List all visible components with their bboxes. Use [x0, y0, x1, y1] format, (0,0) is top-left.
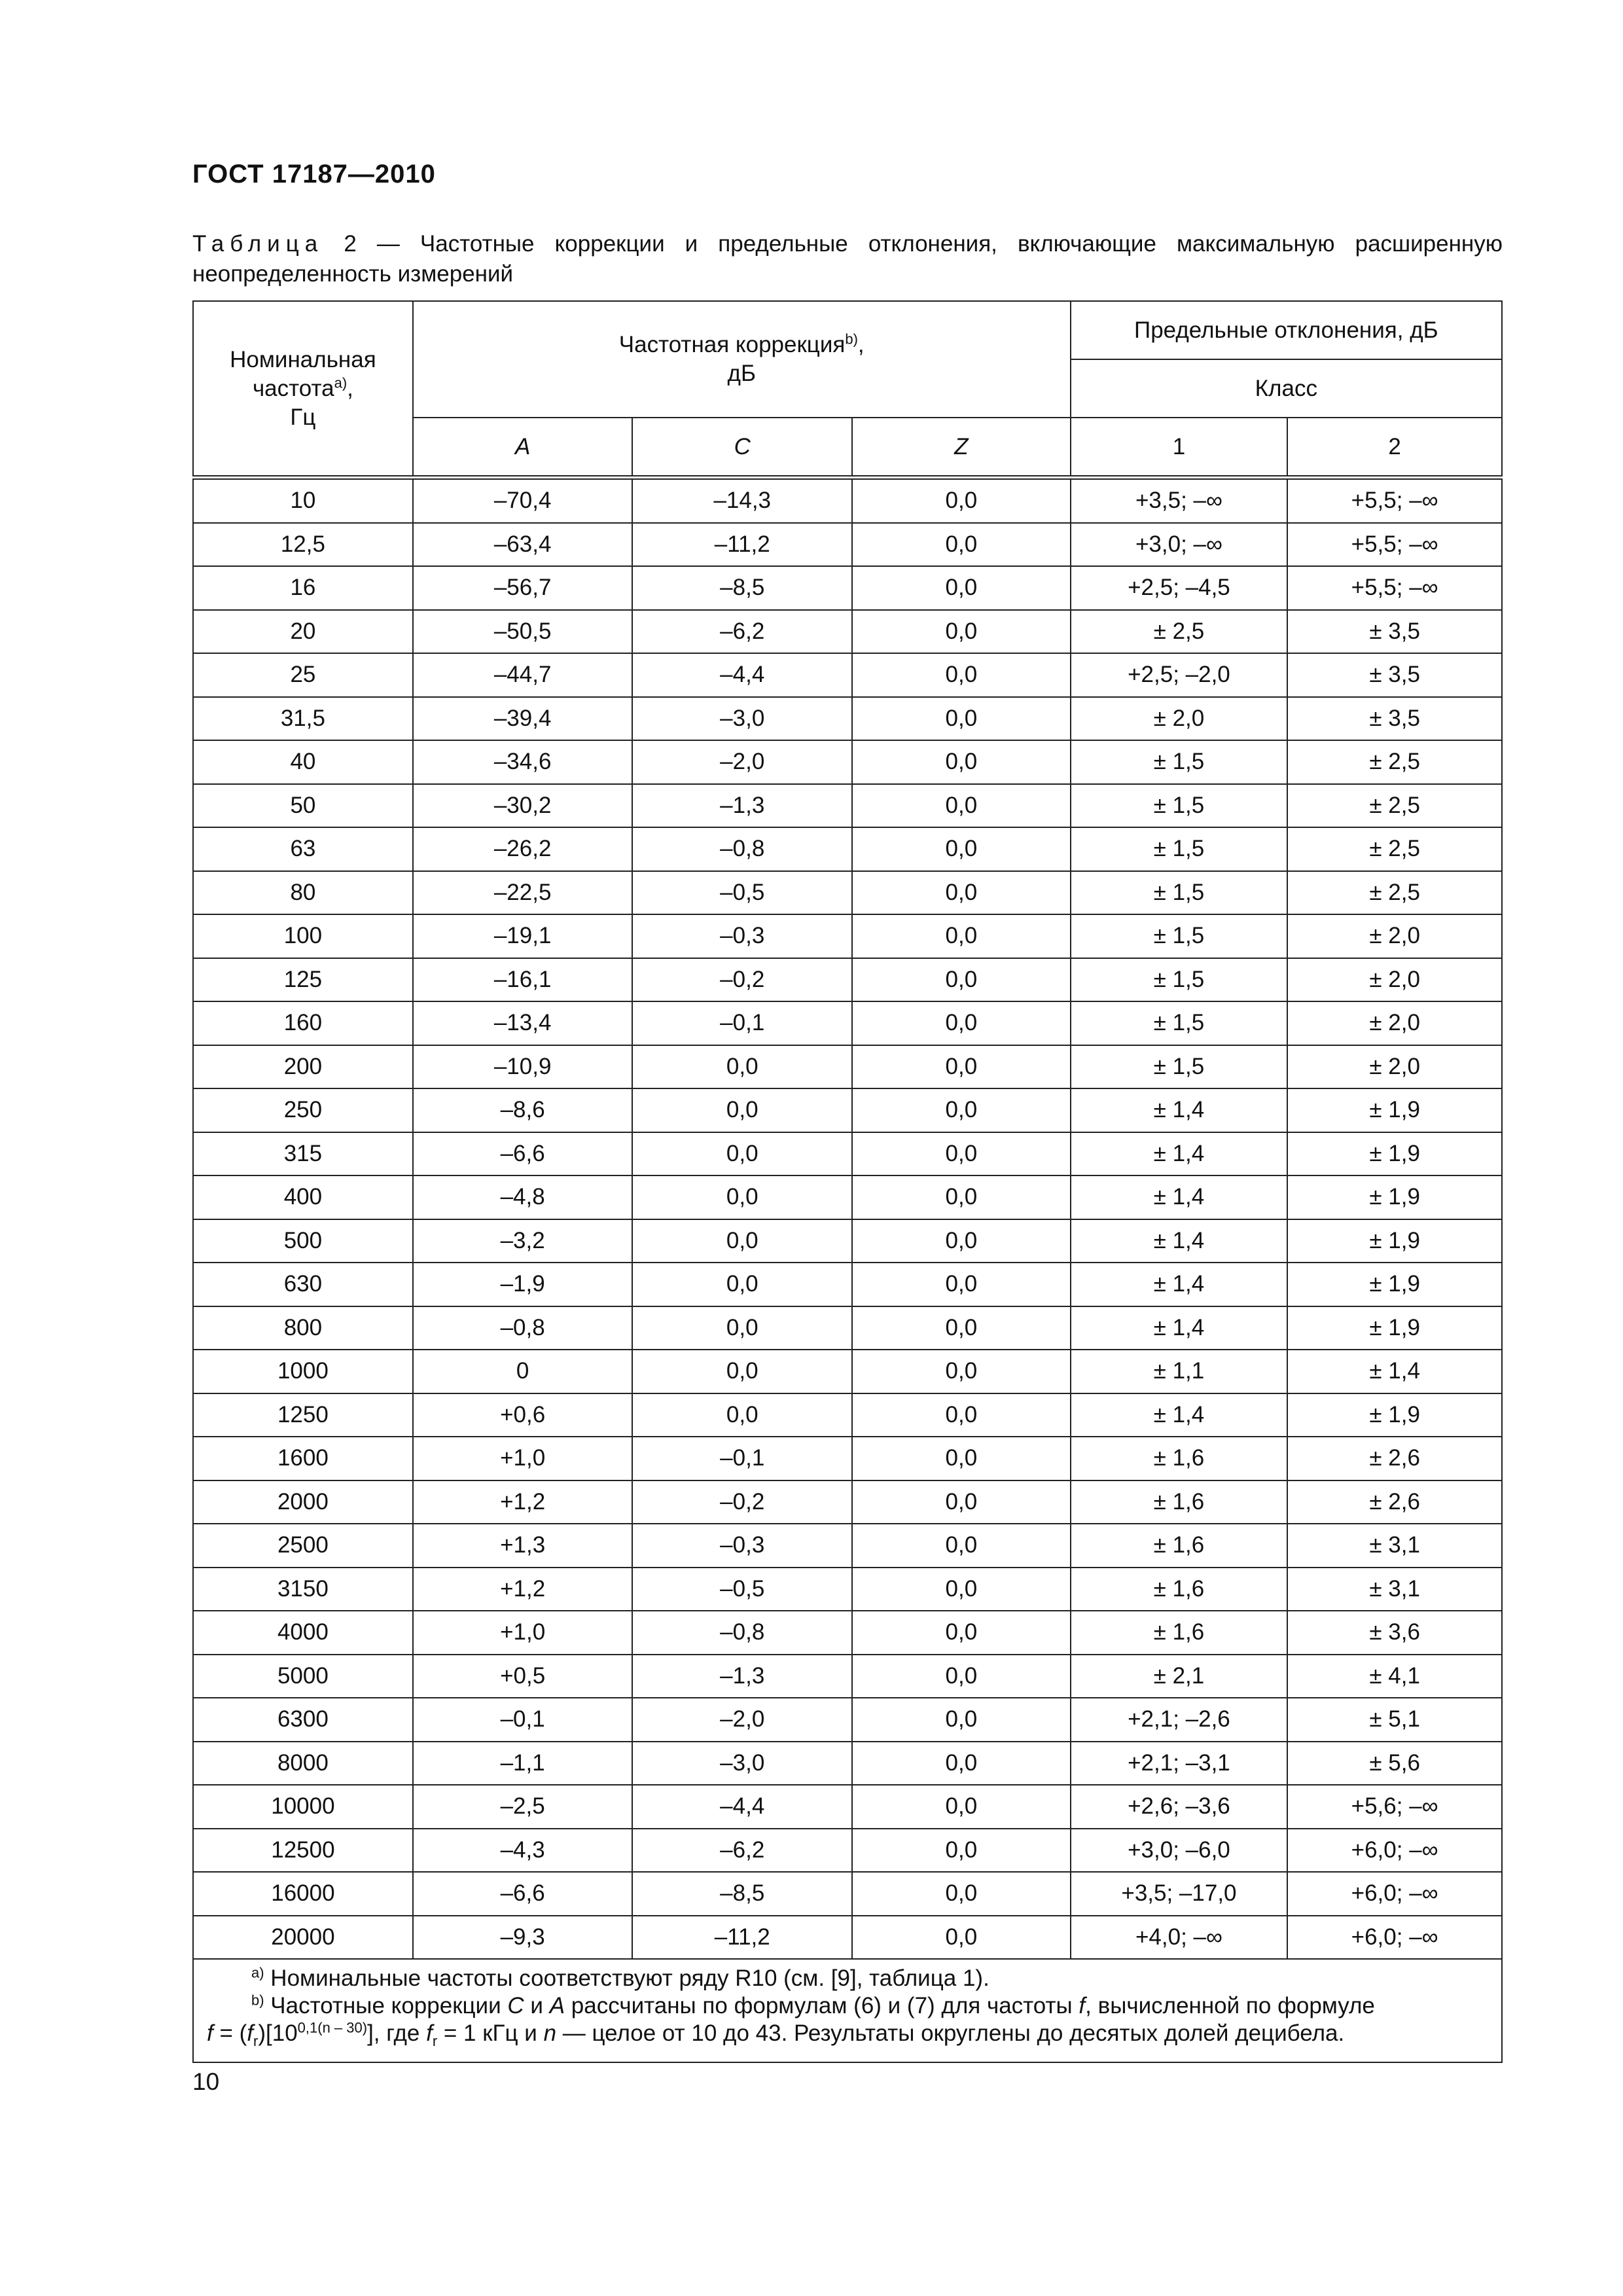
cell-deviation-class1: ± 1,5	[1071, 740, 1288, 784]
cell-correction-c: –0,2	[632, 1480, 852, 1524]
cell-correction-a: +1,3	[413, 1524, 633, 1568]
table-notes	[193, 1959, 1502, 2062]
cell-frequency: 31,5	[193, 697, 413, 741]
note-b-part4: , вычисленной по формуле	[1085, 1993, 1375, 2018]
table-row	[193, 653, 1502, 697]
table-row	[193, 1088, 1502, 1132]
cell-correction-c: –14,3	[632, 478, 852, 523]
cell-deviation-class2: ± 2,0	[1287, 914, 1502, 958]
cell-deviation-class1: ± 1,5	[1071, 784, 1288, 828]
cell-correction-c: –11,2	[632, 1916, 852, 1960]
table-row	[193, 1785, 1502, 1829]
cell-correction-a: –8,6	[413, 1088, 633, 1132]
cell-correction-c: –0,3	[632, 1524, 852, 1568]
cell-frequency: 40	[193, 740, 413, 784]
cell-frequency: 50	[193, 784, 413, 828]
cell-deviation-class1: +2,1; –3,1	[1071, 1742, 1288, 1785]
formula-tail: ], где	[367, 2020, 420, 2046]
caption-text: 2 — Частотные коррекции и предельные отклонения, включающие максимальную расширенную неопределенность измерений	[192, 231, 1503, 287]
cell-correction-c: 0,0	[632, 1088, 852, 1132]
table-caption	[192, 229, 1503, 289]
cell-frequency: 20000	[193, 1916, 413, 1960]
cell-correction-c: –3,0	[632, 697, 852, 741]
cell-correction-a: +0,5	[413, 1655, 633, 1698]
cell-correction-c: –0,8	[632, 827, 852, 871]
header-freq-footnote-mark: a)	[334, 374, 348, 391]
table-row	[193, 1655, 1502, 1698]
cell-deviation-class2: +6,0; –∞	[1287, 1872, 1502, 1916]
cell-correction-z: 0,0	[852, 1655, 1071, 1698]
cell-correction-c: –0,5	[632, 1568, 852, 1611]
cell-correction-z: 0,0	[852, 827, 1071, 871]
header-limit-deviations: Предельные отклонения, дБ	[1071, 301, 1502, 359]
cell-deviation-class1: ± 1,6	[1071, 1524, 1288, 1568]
cell-frequency: 25	[193, 653, 413, 697]
header-correction-footnote-mark: b)	[845, 331, 858, 348]
table-row	[193, 566, 1502, 610]
table-row	[193, 1437, 1502, 1480]
header-correction-comma: ,	[857, 332, 865, 357]
cell-frequency: 800	[193, 1306, 413, 1350]
cell-deviation-class1: ± 1,5	[1071, 871, 1288, 915]
cell-deviation-class2: ± 1,9	[1287, 1175, 1502, 1219]
cell-deviation-class1: ± 1,4	[1071, 1306, 1288, 1350]
cell-correction-a: +1,2	[413, 1480, 633, 1524]
cell-correction-z: 0,0	[852, 1916, 1071, 1960]
note-b-part3: рассчитаны по формулам (6) и (7) для частоты	[571, 1993, 1073, 2018]
cell-correction-c: –6,2	[632, 610, 852, 654]
cell-correction-a: –63,4	[413, 523, 633, 567]
cell-correction-a: +1,0	[413, 1611, 633, 1655]
cell-correction-z: 0,0	[852, 1088, 1071, 1132]
cell-correction-a: –13,4	[413, 1001, 633, 1045]
cell-correction-z: 0,0	[852, 871, 1071, 915]
cell-deviation-class1: ± 1,6	[1071, 1611, 1288, 1655]
cell-deviation-class1: +2,5; –4,5	[1071, 566, 1288, 610]
cell-frequency: 5000	[193, 1655, 413, 1698]
table-row	[193, 1480, 1502, 1524]
cell-frequency: 16	[193, 566, 413, 610]
cell-correction-a: –10,9	[413, 1045, 633, 1089]
cell-correction-z: 0,0	[852, 740, 1071, 784]
cell-correction-z: 0,0	[852, 653, 1071, 697]
table-row	[193, 610, 1502, 654]
cell-deviation-class1: +3,0; –∞	[1071, 523, 1288, 567]
cell-frequency: 63	[193, 827, 413, 871]
cell-correction-a: –4,3	[413, 1829, 633, 1873]
cell-deviation-class2: +6,0; –∞	[1287, 1829, 1502, 1873]
cell-correction-a: –26,2	[413, 827, 633, 871]
cell-frequency: 4000	[193, 1611, 413, 1655]
note-b-formula	[207, 2020, 1488, 2055]
cell-deviation-class1: +3,5; –17,0	[1071, 1872, 1288, 1916]
cell-correction-z: 0,0	[852, 1785, 1071, 1829]
cell-correction-c: –3,0	[632, 1742, 852, 1785]
cell-frequency: 125	[193, 958, 413, 1002]
cell-deviation-class1: ± 1,6	[1071, 1480, 1288, 1524]
cell-deviation-class1: ± 2,1	[1071, 1655, 1288, 1698]
table-row	[193, 914, 1502, 958]
formula-exponent: 0,1(n – 30)	[297, 2019, 368, 2036]
cell-correction-c: 0,0	[632, 1350, 852, 1393]
cell-frequency: 2000	[193, 1480, 413, 1524]
cell-deviation-class1: ± 1,1	[1071, 1350, 1288, 1393]
table-row	[193, 1872, 1502, 1916]
cell-deviation-class2: ± 4,1	[1287, 1655, 1502, 1698]
note-a-mark: a)	[251, 1964, 264, 1981]
cell-deviation-class1: ± 2,0	[1071, 697, 1288, 741]
cell-correction-z: 0,0	[852, 1393, 1071, 1437]
cell-correction-c: –0,5	[632, 871, 852, 915]
cell-frequency: 630	[193, 1263, 413, 1306]
document-header: ГОСТ 17187—2010	[192, 160, 436, 188]
table-row	[193, 784, 1502, 828]
cell-deviation-class1: +3,0; –6,0	[1071, 1829, 1288, 1873]
table-row	[193, 523, 1502, 567]
cell-correction-a: +0,6	[413, 1393, 633, 1437]
cell-correction-a: –22,5	[413, 871, 633, 915]
cell-correction-a: –0,1	[413, 1698, 633, 1742]
table-row	[193, 1568, 1502, 1611]
cell-correction-z: 0,0	[852, 1698, 1071, 1742]
cell-correction-a: –50,5	[413, 610, 633, 654]
cell-deviation-class1: ± 1,4	[1071, 1393, 1288, 1437]
cell-frequency: 1600	[193, 1437, 413, 1480]
table-row	[193, 1175, 1502, 1219]
note-a	[207, 1965, 1488, 1992]
cell-correction-z: 0,0	[852, 1742, 1071, 1785]
formula-r-subscript2: r	[432, 2033, 438, 2049]
cell-correction-z: 0,0	[852, 784, 1071, 828]
note-a-text: Номинальные частоты соответствуют ряду R10 (см. [9], таблица 1).	[270, 1965, 990, 1991]
cell-deviation-class1: +2,1; –2,6	[1071, 1698, 1288, 1742]
table-row	[193, 1524, 1502, 1568]
cell-deviation-class2: ± 3,6	[1287, 1611, 1502, 1655]
cell-correction-z: 0,0	[852, 1829, 1071, 1873]
table-row	[193, 1742, 1502, 1785]
table-row	[193, 1001, 1502, 1045]
header-frequency-correction	[413, 301, 1071, 418]
cell-deviation-class1: +2,6; –3,6	[1071, 1785, 1288, 1829]
cell-correction-a: –1,9	[413, 1263, 633, 1306]
header-nominal-frequency	[193, 301, 413, 478]
cell-deviation-class1: ± 1,4	[1071, 1263, 1288, 1306]
cell-deviation-class1: ± 1,4	[1071, 1088, 1288, 1132]
header-col-class2: 2	[1287, 418, 1502, 478]
table-row	[193, 1219, 1502, 1263]
cell-frequency: 16000	[193, 1872, 413, 1916]
cell-correction-z: 0,0	[852, 610, 1071, 654]
cell-frequency: 12,5	[193, 523, 413, 567]
table-row	[193, 478, 1502, 523]
cell-deviation-class2: ± 1,9	[1287, 1306, 1502, 1350]
cell-frequency: 250	[193, 1088, 413, 1132]
cell-frequency: 3150	[193, 1568, 413, 1611]
cell-correction-a: –19,1	[413, 914, 633, 958]
cell-frequency: 160	[193, 1001, 413, 1045]
cell-deviation-class1: ± 1,4	[1071, 1175, 1288, 1219]
note-b-symbol-c: C	[507, 1993, 524, 2018]
cell-frequency: 80	[193, 871, 413, 915]
cell-correction-a: 0	[413, 1350, 633, 1393]
cell-deviation-class2: ± 1,9	[1287, 1088, 1502, 1132]
cell-correction-a: +1,2	[413, 1568, 633, 1611]
cell-correction-c: –0,2	[632, 958, 852, 1002]
cell-correction-c: –0,3	[632, 914, 852, 958]
formula-tail2: = 1 кГц и	[443, 2020, 537, 2046]
cell-deviation-class1: ± 1,6	[1071, 1568, 1288, 1611]
cell-correction-z: 0,0	[852, 697, 1071, 741]
cell-frequency: 10	[193, 478, 413, 523]
formula-eq: = (	[219, 2020, 247, 2046]
cell-deviation-class2: ± 2,6	[1287, 1480, 1502, 1524]
cell-correction-z: 0,0	[852, 566, 1071, 610]
formula-fr: f	[247, 2020, 254, 2046]
note-b	[207, 1992, 1488, 2020]
table-row	[193, 1306, 1502, 1350]
note-b-part2: и	[530, 1993, 543, 2018]
cell-deviation-class2: ± 1,4	[1287, 1350, 1502, 1393]
table-row	[193, 697, 1502, 741]
cell-frequency: 20	[193, 610, 413, 654]
note-b-part1: Частотные коррекции	[270, 1993, 501, 2018]
cell-correction-a: –39,4	[413, 697, 633, 741]
header-freq-unit: Гц	[290, 404, 316, 430]
cell-correction-a: –34,6	[413, 740, 633, 784]
cell-deviation-class2: ± 2,0	[1287, 1001, 1502, 1045]
cell-correction-a: –3,2	[413, 1219, 633, 1263]
cell-correction-z: 0,0	[852, 958, 1071, 1002]
table-row	[193, 871, 1502, 915]
cell-deviation-class2: ± 3,5	[1287, 653, 1502, 697]
cell-deviation-class2: +5,5; –∞	[1287, 478, 1502, 523]
cell-frequency: 100	[193, 914, 413, 958]
cell-correction-z: 0,0	[852, 1872, 1071, 1916]
cell-frequency: 1000	[193, 1350, 413, 1393]
formula-r-subscript: r	[253, 2033, 259, 2049]
table-row	[193, 1263, 1502, 1306]
header-class: Класс	[1071, 359, 1502, 418]
cell-deviation-class1: ± 1,5	[1071, 914, 1288, 958]
cell-correction-a: –1,1	[413, 1742, 633, 1785]
formula-mid: )[10	[258, 2020, 298, 2046]
header-col-z: Z	[852, 418, 1071, 478]
caption-label: Таблица	[192, 231, 324, 257]
cell-deviation-class1: ± 1,5	[1071, 827, 1288, 871]
cell-deviation-class1: +3,5; –∞	[1071, 478, 1288, 523]
cell-frequency: 6300	[193, 1698, 413, 1742]
cell-correction-a: –6,6	[413, 1132, 633, 1176]
cell-correction-z: 0,0	[852, 1132, 1071, 1176]
cell-deviation-class2: ± 2,5	[1287, 827, 1502, 871]
cell-correction-z: 0,0	[852, 914, 1071, 958]
cell-correction-c: –0,1	[632, 1001, 852, 1045]
cell-frequency: 10000	[193, 1785, 413, 1829]
cell-frequency: 8000	[193, 1742, 413, 1785]
cell-deviation-class2: ± 5,1	[1287, 1698, 1502, 1742]
cell-correction-c: 0,0	[632, 1393, 852, 1437]
cell-deviation-class2: ± 2,5	[1287, 740, 1502, 784]
cell-correction-z: 0,0	[852, 1219, 1071, 1263]
table-body	[193, 478, 1502, 1960]
cell-deviation-class2: ± 1,9	[1287, 1132, 1502, 1176]
table-row	[193, 1611, 1502, 1655]
frequency-correction-table	[192, 300, 1503, 2063]
cell-correction-a: +1,0	[413, 1437, 633, 1480]
cell-correction-z: 0,0	[852, 478, 1071, 523]
table-row	[193, 1350, 1502, 1393]
cell-deviation-class1: ± 1,5	[1071, 1001, 1288, 1045]
cell-deviation-class1: ± 1,5	[1071, 958, 1288, 1002]
cell-correction-z: 0,0	[852, 1350, 1071, 1393]
cell-correction-c: –6,2	[632, 1829, 852, 1873]
cell-correction-a: –9,3	[413, 1916, 633, 1960]
cell-correction-c: –4,4	[632, 1785, 852, 1829]
header-col-a: A	[413, 418, 633, 478]
cell-deviation-class1: ± 1,5	[1071, 1045, 1288, 1089]
cell-correction-c: –0,8	[632, 1611, 852, 1655]
cell-correction-c: 0,0	[632, 1175, 852, 1219]
cell-frequency: 2500	[193, 1524, 413, 1568]
cell-deviation-class2: ± 3,1	[1287, 1524, 1502, 1568]
cell-deviation-class1: ± 1,6	[1071, 1437, 1288, 1480]
cell-correction-a: –4,8	[413, 1175, 633, 1219]
table-row	[193, 1829, 1502, 1873]
header-col-class1: 1	[1071, 418, 1288, 478]
table-row	[193, 740, 1502, 784]
formula-n: n	[543, 2020, 557, 2046]
header-col-c: C	[632, 418, 852, 478]
cell-correction-c: –8,5	[632, 1872, 852, 1916]
cell-frequency: 315	[193, 1132, 413, 1176]
cell-correction-a: –0,8	[413, 1306, 633, 1350]
cell-correction-c: 0,0	[632, 1132, 852, 1176]
header-freq-comma: ,	[347, 375, 353, 401]
cell-deviation-class1: +2,5; –2,0	[1071, 653, 1288, 697]
cell-correction-z: 0,0	[852, 1568, 1071, 1611]
formula-tail3: — целое от 10 до 43. Результаты округлены до десятых долей децибела.	[562, 2020, 1345, 2046]
header-correction-unit: дБ	[727, 361, 756, 386]
cell-deviation-class2: ± 3,1	[1287, 1568, 1502, 1611]
cell-deviation-class1: ± 1,4	[1071, 1219, 1288, 1263]
cell-correction-z: 0,0	[852, 1611, 1071, 1655]
cell-deviation-class2: +5,5; –∞	[1287, 566, 1502, 610]
cell-deviation-class2: ± 2,5	[1287, 871, 1502, 915]
cell-correction-z: 0,0	[852, 1306, 1071, 1350]
cell-correction-c: 0,0	[632, 1045, 852, 1089]
cell-correction-z: 0,0	[852, 1480, 1071, 1524]
cell-correction-z: 0,0	[852, 523, 1071, 567]
cell-correction-c: 0,0	[632, 1263, 852, 1306]
cell-deviation-class2: ± 2,5	[1287, 784, 1502, 828]
note-b-symbol-f: f	[1079, 1993, 1086, 2018]
cell-correction-c: 0,0	[632, 1219, 852, 1263]
cell-correction-c: –1,3	[632, 1655, 852, 1698]
cell-deviation-class2: ± 3,5	[1287, 697, 1502, 741]
cell-deviation-class2: ± 1,9	[1287, 1263, 1502, 1306]
header-correction-label: Частотная коррекция	[618, 332, 846, 357]
cell-deviation-class2: ± 2,0	[1287, 958, 1502, 1002]
cell-deviation-class2: ± 1,9	[1287, 1393, 1502, 1437]
cell-correction-z: 0,0	[852, 1045, 1071, 1089]
page-number: 10	[192, 2068, 220, 2095]
cell-frequency: 200	[193, 1045, 413, 1089]
note-b-symbol-a: A	[549, 1993, 565, 2018]
cell-deviation-class1: ± 2,5	[1071, 610, 1288, 654]
table-row	[193, 958, 1502, 1002]
table-row	[193, 1132, 1502, 1176]
cell-correction-z: 0,0	[852, 1175, 1071, 1219]
cell-deviation-class2: +6,0; –∞	[1287, 1916, 1502, 1960]
cell-correction-z: 0,0	[852, 1263, 1071, 1306]
cell-correction-c: –1,3	[632, 784, 852, 828]
cell-deviation-class2: +5,6; –∞	[1287, 1785, 1502, 1829]
cell-correction-z: 0,0	[852, 1524, 1071, 1568]
table-row	[193, 1916, 1502, 1960]
cell-correction-c: –8,5	[632, 566, 852, 610]
cell-frequency: 1250	[193, 1393, 413, 1437]
header-freq-line1: Номинальная	[230, 346, 376, 372]
cell-deviation-class2: ± 5,6	[1287, 1742, 1502, 1785]
table-row	[193, 1698, 1502, 1742]
cell-frequency: 400	[193, 1175, 413, 1219]
cell-deviation-class2: ± 2,6	[1287, 1437, 1502, 1480]
header-freq-line2: частота	[252, 375, 334, 401]
cell-correction-z: 0,0	[852, 1437, 1071, 1480]
cell-correction-a: –70,4	[413, 478, 633, 523]
cell-correction-a: –2,5	[413, 1785, 633, 1829]
cell-correction-a: –44,7	[413, 653, 633, 697]
cell-correction-c: 0,0	[632, 1306, 852, 1350]
table-row	[193, 1393, 1502, 1437]
table-row	[193, 1045, 1502, 1089]
cell-correction-c: –2,0	[632, 740, 852, 784]
cell-deviation-class1: +4,0; –∞	[1071, 1916, 1288, 1960]
cell-frequency: 500	[193, 1219, 413, 1263]
cell-correction-c: –4,4	[632, 653, 852, 697]
cell-deviation-class1: ± 1,4	[1071, 1132, 1288, 1176]
formula-f: f	[207, 2020, 213, 2046]
cell-deviation-class2: +5,5; –∞	[1287, 523, 1502, 567]
cell-deviation-class2: ± 3,5	[1287, 610, 1502, 654]
cell-correction-a: –30,2	[413, 784, 633, 828]
cell-deviation-class2: ± 1,9	[1287, 1219, 1502, 1263]
cell-deviation-class2: ± 2,0	[1287, 1045, 1502, 1089]
table-row	[193, 827, 1502, 871]
cell-correction-a: –56,7	[413, 566, 633, 610]
cell-correction-a: –16,1	[413, 958, 633, 1002]
cell-correction-c: –0,1	[632, 1437, 852, 1480]
cell-correction-c: –11,2	[632, 523, 852, 567]
note-b-mark: b)	[251, 1992, 264, 2009]
cell-correction-c: –2,0	[632, 1698, 852, 1742]
formula-fr2: f	[426, 2020, 433, 2046]
cell-correction-a: –6,6	[413, 1872, 633, 1916]
cell-correction-z: 0,0	[852, 1001, 1071, 1045]
cell-frequency: 12500	[193, 1829, 413, 1873]
